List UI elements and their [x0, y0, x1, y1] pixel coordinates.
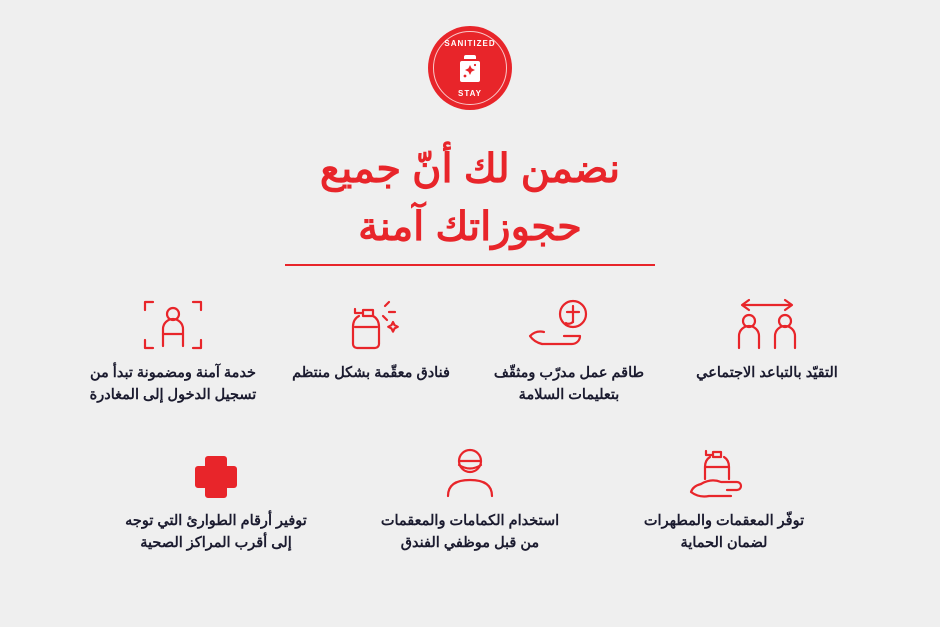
trained-staff-hand-icon [525, 292, 613, 354]
headline-line-2: حجوزاتك آمنة [358, 205, 582, 249]
feature-label: فنادق معقّمة بشكل منتظم [292, 365, 450, 381]
feature-label: طاقم عمل مدرّب ومثقّف بتعليمات السلامة [493, 365, 645, 404]
feature-label: توفير أرقام الطوارئ التي توجه إلى أقرب المراكز الصحية [125, 513, 307, 552]
feature-label: توفّر المعقمات والمطهرات لضمان الحماية [643, 513, 805, 552]
feature-label: خدمة آمنة ومضمونة تبدأ من تسجيل الدخول إلى المغادرة [89, 365, 257, 404]
social-distancing-icon [725, 292, 809, 354]
feature-masked-staff [375, 440, 565, 555]
hand-sanitizer-icon [682, 440, 766, 502]
page-title [0, 140, 940, 256]
title-divider [285, 264, 655, 266]
feature-emergency-numbers [121, 440, 311, 555]
feature-trained-staff [474, 292, 664, 407]
sanitizer-bottle-icon [457, 52, 483, 84]
feature-safe-service [78, 292, 268, 407]
features-row-1 [0, 292, 940, 407]
safe-service-person-icon [132, 292, 214, 354]
logo-badge [428, 26, 512, 110]
feature-social-distancing [672, 292, 862, 407]
feature-hand-sanitizer [629, 440, 819, 555]
logo-top-text: SANITIZED [444, 39, 496, 48]
headline-line-1: نضمن لك أنّ جميع [319, 147, 621, 191]
logo-bottom-text: STAY [457, 89, 482, 98]
masked-staff-icon [429, 440, 511, 502]
features-row-2 [0, 440, 940, 555]
sanitized-stay-logo [428, 26, 512, 110]
feature-label: استخدام الكمامات والمعقمات من قبل موظفي الفندق [380, 513, 560, 552]
feature-sanitized-hotels [276, 292, 466, 407]
emergency-cross-icon [184, 440, 248, 502]
feature-label: التقيّد بالتباعد الاجتماعي [696, 365, 838, 381]
spray-bottle-icon [332, 292, 410, 354]
